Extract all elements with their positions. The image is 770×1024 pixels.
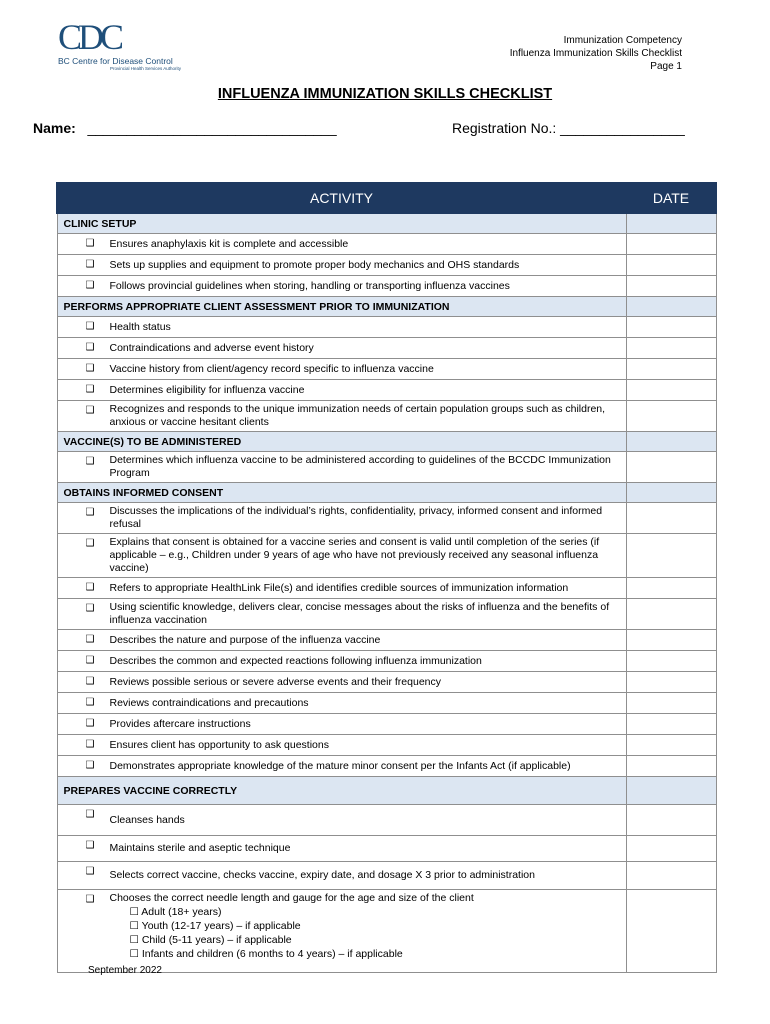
logo-name: BC Centre for Disease Control [58,56,173,66]
activity-cell [57,276,626,297]
bccdc-logo [58,17,198,76]
checkbox-icon[interactable]: ❑ [85,538,95,549]
activity-cell [57,452,626,483]
age-group-label: Adult (18+ years) [141,906,222,918]
header-line-1: Immunization Competency [563,35,682,46]
checklist-row [57,503,716,534]
sub-checkbox-icon[interactable]: ☐ [129,906,139,918]
section-title: PREPARES VACCINE CORRECTLY [57,777,626,805]
section-title: PERFORMS APPROPRIATE CLIENT ASSESSMENT PRIOR TO IMMUNIZATION [57,297,626,317]
checklist-row [57,401,716,432]
date-cell[interactable] [626,599,716,630]
checkbox-icon[interactable]: ❑ [85,634,95,645]
section-title: OBTAINS INFORMED CONSENT [57,483,626,503]
section-title: CLINIC SETUP [57,213,626,234]
checklist-row [57,276,716,297]
date-cell[interactable] [626,401,716,432]
date-cell[interactable] [626,836,716,862]
date-column-header: DATE [626,183,716,213]
date-cell[interactable] [626,534,716,578]
checkbox-icon[interactable]: ❑ [85,384,95,395]
activity-cell [57,599,626,630]
date-cell[interactable] [626,862,716,890]
checkbox-icon[interactable]: ❑ [85,676,95,687]
activity-cell [57,255,626,276]
date-cell[interactable] [626,672,716,693]
activity-cell [57,672,626,693]
checklist-row [57,599,716,630]
activity-text: Selects correct vaccine, checks vaccine, expiry date, and dosage X 3 prior to administration [109,869,535,881]
checkbox-icon[interactable]: ❑ [85,603,95,614]
activity-cell [57,836,626,862]
checklist-row [57,714,716,735]
footer-date: September 2022 [88,965,162,976]
sub-checkbox-icon[interactable]: ☐ [129,934,139,946]
checkbox-icon[interactable]: ❑ [85,363,95,374]
age-group-option [130,933,620,947]
checkbox-icon[interactable]: ❑ [85,739,95,750]
age-group-option [130,905,620,919]
date-cell[interactable] [626,338,716,359]
activity-text: Recognizes and responds to the unique immunization needs of certain population groups such as children, anxious or vaccine hesitant clients [109,403,606,428]
date-cell[interactable] [626,234,716,255]
checkbox-icon[interactable]: ❑ [85,840,95,851]
activity-text: Health status [109,320,171,333]
checklist-row [57,630,716,651]
checklist-row [57,234,716,255]
section-title: VACCINE(S) TO BE ADMINISTERED [57,432,626,452]
checklist-row [57,756,716,777]
section-date-cell [626,297,716,317]
activity-text: Using scientific knowledge, delivers clear, concise messages about the risks of influenza and the benefits of influenza vaccination [109,601,610,626]
activity-cell [57,359,626,380]
checklist-row [57,534,716,578]
checklist-row [57,452,716,483]
date-cell[interactable] [626,359,716,380]
date-cell[interactable] [626,380,716,401]
checkbox-icon[interactable]: ❑ [85,259,95,270]
section-header-row [57,483,716,503]
activity-text: Ensures anaphylaxis kit is complete and accessible [109,237,349,250]
skills-checklist-table [56,182,717,973]
age-group-label: Youth (12-17 years) – if applicable [141,920,301,932]
activity-text: Refers to appropriate HealthLink File(s) and identifies credible sources of immunization information [109,581,569,594]
activity-cell [57,380,626,401]
checklist-row [57,317,716,338]
checkbox-icon[interactable]: ❑ [85,655,95,666]
date-cell[interactable] [626,452,716,483]
checkbox-icon[interactable]: ❑ [85,321,95,332]
activity-text: Explains that consent is obtained for a vaccine series and consent is valid until completion of the series (if applicable – e.g., Children under 9 years of age who have not previously received any seasonal influenza vaccine) [109,536,600,574]
date-cell[interactable] [626,735,716,756]
checkbox-icon[interactable]: ❑ [85,718,95,729]
activity-text: Describes the nature and purpose of the influenza vaccine [109,633,381,646]
date-cell[interactable] [626,714,716,735]
checklist-row [57,255,716,276]
name-label: Name: [33,120,76,136]
activity-cell [57,503,626,534]
registration-blank: ________________ [560,120,685,136]
activity-text: Chooses the correct needle length and gauge for the age and size of the client [109,892,474,904]
header-line-2: Influenza Immunization Skills Checklist [509,48,682,59]
checkbox-icon[interactable]: ❑ [85,507,95,518]
activity-cell [57,805,626,836]
activity-cell [57,234,626,255]
checklist-row [57,693,716,714]
section-date-cell [626,432,716,452]
activity-text: Sets up supplies and equipment to promote proper body mechanics and OHS standards [109,258,520,271]
checklist-row [57,359,716,380]
activity-cell [57,735,626,756]
page-header [510,34,682,73]
checkbox-icon[interactable]: ❑ [85,342,95,353]
age-group-option [130,919,620,933]
date-cell[interactable] [626,630,716,651]
checkbox-icon[interactable]: ❑ [85,456,95,467]
checklist-row [57,862,716,890]
activity-text: Describes the common and expected reactions following influenza immunization [109,654,482,667]
section-header-row [57,432,716,452]
activity-cell [57,578,626,599]
section-date-cell [626,483,716,503]
activity-text: Contraindications and adverse event history [109,341,314,354]
activity-cell [57,693,626,714]
age-group-label: Infants and children (6 months to 4 years) – if applicable [141,948,403,960]
activity-cell [57,714,626,735]
activity-cell [57,338,626,359]
sub-checkbox-icon[interactable]: ☐ [129,948,139,960]
checklist-row [57,805,716,836]
date-cell[interactable] [626,276,716,297]
checklist-row [57,338,716,359]
activity-text: Cleanses hands [109,813,185,826]
activity-cell [57,862,626,890]
activity-text: Follows provincial guidelines when storing, handling or transporting influenza vaccines [109,279,510,292]
activity-text: Determines which influenza vaccine to be administered according to guidelines of the BCCDC Immunization Program [109,454,611,479]
date-cell[interactable] [626,890,716,973]
activity-cell [57,401,626,432]
registration-label: Registration No.: [452,120,557,136]
name-blank: ________________________________ [87,120,337,136]
page-title: INFLUENZA IMMUNIZATION SKILLS CHECKLIST [217,86,553,102]
table-header-row [57,183,716,213]
activity-cell [57,317,626,338]
registration-field[interactable] [452,120,685,136]
checklist-row [57,380,716,401]
checkbox-icon[interactable]: ❑ [85,405,95,416]
checkbox-icon[interactable]: ❑ [85,760,95,771]
logo-mark: CDC [58,17,121,57]
checklist-row [57,672,716,693]
checkbox-icon[interactable]: ❑ [85,582,95,593]
date-cell[interactable] [626,805,716,836]
age-group-option [130,947,620,961]
section-date-cell [626,777,716,805]
header-page: Page 1 [650,61,682,72]
name-field[interactable] [33,120,337,136]
checkbox-icon[interactable]: ❑ [85,866,95,877]
activity-cell [57,630,626,651]
checklist-row [57,836,716,862]
date-cell[interactable] [626,693,716,714]
age-group-label: Child (5-11 years) – if applicable [141,934,292,946]
activity-cell [57,651,626,672]
checkbox-icon[interactable]: ❑ [85,697,95,708]
checklist-row [57,651,716,672]
checkbox-icon[interactable]: ❑ [85,894,95,905]
activity-text: Demonstrates appropriate knowledge of the mature minor consent per the Infants Act (if applicable) [109,759,571,772]
activity-text: Reviews possible serious or severe adverse events and their frequency [109,675,442,688]
section-header-row [57,777,716,805]
activity-text: Reviews contraindications and precautions [109,696,309,709]
date-cell[interactable] [626,255,716,276]
activity-cell [57,756,626,777]
sub-checkbox-icon[interactable]: ☐ [129,920,139,932]
checklist-row [57,890,716,973]
date-cell[interactable] [626,578,716,599]
checkbox-icon[interactable]: ❑ [85,238,95,249]
section-header-row [57,213,716,234]
date-cell[interactable] [626,651,716,672]
activity-cell [57,890,626,973]
activity-text: Maintains sterile and aseptic technique [109,842,291,854]
activity-text: Provides aftercare instructions [109,717,251,730]
logo-subtitle: Provincial Health Services Authority [110,66,182,71]
activity-cell [57,534,626,578]
checkbox-icon[interactable]: ❑ [85,280,95,291]
activity-text: Determines eligibility for influenza vaccine [109,383,305,396]
activity-text: Ensures client has opportunity to ask questions [109,738,329,751]
activity-text: Vaccine history from client/agency record specific to influenza vaccine [109,362,434,375]
checklist-row [57,735,716,756]
checklist-row [57,578,716,599]
date-cell[interactable] [626,503,716,534]
section-date-cell [626,213,716,234]
date-cell[interactable] [626,756,716,777]
activity-text: Discusses the implications of the individual’s rights, confidentiality, privacy, informed consent and informed refusal [109,505,603,530]
section-header-row [57,297,716,317]
checkbox-icon[interactable]: ❑ [85,809,95,820]
date-cell[interactable] [626,317,716,338]
activity-column-header: ACTIVITY [57,183,626,213]
